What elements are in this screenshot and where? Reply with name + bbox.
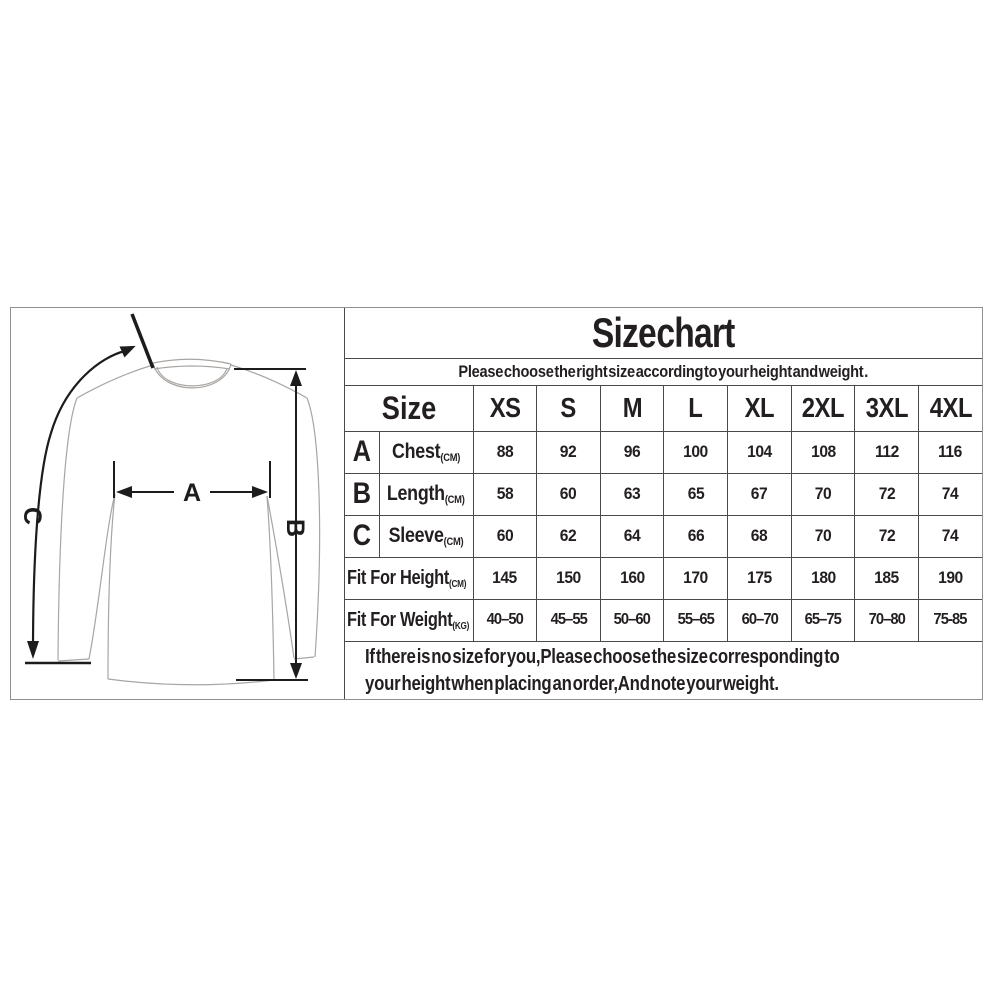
value-cell: 96 bbox=[600, 431, 664, 473]
row-label: Sleeve bbox=[388, 524, 444, 547]
size-chart-subtitle: Please choose the right size according to your height and weight . bbox=[458, 362, 869, 381]
size-chart-table bbox=[345, 386, 982, 641]
value-cell: 145 bbox=[473, 557, 537, 599]
value-cell: 65–75 bbox=[791, 599, 855, 641]
fit-weight-label-cell bbox=[345, 599, 473, 641]
row-letter: C bbox=[352, 519, 371, 552]
shirt-diagram-panel bbox=[11, 308, 345, 699]
shirt-outline bbox=[58, 359, 320, 685]
row-unit: (KG) bbox=[452, 620, 470, 632]
collar-pointer-line bbox=[132, 314, 153, 368]
row-label-cell bbox=[379, 515, 473, 557]
value-cell: 60 bbox=[537, 473, 601, 515]
value-cell: 60 bbox=[473, 515, 537, 557]
shirt-diagram bbox=[11, 308, 344, 699]
row-label-cell bbox=[379, 431, 473, 473]
value-cell: 180 bbox=[791, 557, 855, 599]
value-cell: 65 bbox=[664, 473, 728, 515]
value-cell: 66 bbox=[664, 515, 728, 557]
value-cell: 45–55 bbox=[537, 599, 601, 641]
value-cell: 160 bbox=[600, 557, 664, 599]
table-row-length bbox=[345, 473, 982, 515]
row-label: Fit For Weight bbox=[347, 608, 453, 631]
table-row-fit-weight bbox=[345, 599, 982, 641]
row-unit: (CM) bbox=[445, 494, 465, 506]
value-cell: 150 bbox=[537, 557, 601, 599]
size-chart-title-row bbox=[345, 308, 982, 359]
measure-arrow-c bbox=[25, 340, 138, 663]
value-cell: 104 bbox=[728, 431, 792, 473]
value-cell: 70 bbox=[791, 473, 855, 515]
size-header-cell bbox=[345, 386, 473, 431]
value-cell: 112 bbox=[855, 431, 919, 473]
table-row-fit-height bbox=[345, 557, 982, 599]
diagram-label-b: B bbox=[281, 518, 309, 538]
value-cell: 70 bbox=[791, 515, 855, 557]
row-letter: B bbox=[352, 477, 371, 510]
value-cell: 175 bbox=[728, 557, 792, 599]
col-header-s: S bbox=[537, 386, 601, 431]
col-header-2xl: 2XL bbox=[791, 386, 855, 431]
table-header-row bbox=[345, 386, 982, 431]
fit-height-label-cell bbox=[345, 557, 473, 599]
row-letter-cell bbox=[345, 473, 379, 515]
row-label: Chest bbox=[391, 440, 441, 463]
value-cell: 92 bbox=[537, 431, 601, 473]
value-cell: 62 bbox=[537, 515, 601, 557]
value-cell: 170 bbox=[664, 557, 728, 599]
value-cell: 50–60 bbox=[600, 599, 664, 641]
value-cell: 55–65 bbox=[664, 599, 728, 641]
size-chart-panel bbox=[10, 307, 983, 700]
size-chart-subtitle-row bbox=[345, 359, 982, 386]
row-unit: (CM) bbox=[449, 578, 467, 590]
value-cell: 116 bbox=[918, 431, 982, 473]
size-chart-title: Size chart bbox=[592, 309, 735, 356]
size-chart-content bbox=[345, 308, 982, 699]
footer-note-line-2: your height when placing an order,And note your weight. bbox=[365, 672, 779, 695]
value-cell: 75-85 bbox=[918, 599, 982, 641]
col-header-3xl: 3XL bbox=[855, 386, 919, 431]
value-cell: 108 bbox=[791, 431, 855, 473]
row-letter-cell bbox=[345, 515, 379, 557]
row-label: Fit For Height bbox=[347, 566, 450, 589]
value-cell: 74 bbox=[918, 473, 982, 515]
col-header-m: M bbox=[600, 386, 664, 431]
row-letter-cell bbox=[345, 431, 379, 473]
footer-note-line-1: If there is no size for you,Please choose the size corresponding to bbox=[365, 646, 840, 669]
value-cell: 63 bbox=[600, 473, 664, 515]
value-cell: 67 bbox=[728, 473, 792, 515]
value-cell: 68 bbox=[728, 515, 792, 557]
value-cell: 70–80 bbox=[855, 599, 919, 641]
row-label-cell bbox=[379, 473, 473, 515]
row-unit: (CM) bbox=[440, 452, 461, 464]
value-cell: 72 bbox=[855, 515, 919, 557]
value-cell: 64 bbox=[600, 515, 664, 557]
row-label: Length bbox=[387, 482, 446, 505]
row-unit: (CM) bbox=[443, 536, 464, 548]
value-cell: 40–50 bbox=[473, 599, 537, 641]
value-cell: 60–70 bbox=[728, 599, 792, 641]
value-cell: 190 bbox=[918, 557, 982, 599]
col-header-l: L bbox=[664, 386, 728, 431]
value-cell: 74 bbox=[918, 515, 982, 557]
value-cell: 100 bbox=[664, 431, 728, 473]
table-row-chest bbox=[345, 431, 982, 473]
col-header-xs: XS bbox=[473, 386, 537, 431]
row-letter: A bbox=[352, 435, 371, 468]
value-cell: 72 bbox=[855, 473, 919, 515]
size-header-label: Size bbox=[381, 389, 436, 426]
diagram-label-c: C bbox=[18, 506, 46, 526]
col-header-xl: XL bbox=[728, 386, 792, 431]
table-row-sleeve bbox=[345, 515, 982, 557]
value-cell: 185 bbox=[855, 557, 919, 599]
col-header-4xl: 4XL bbox=[918, 386, 982, 431]
footer-note bbox=[345, 641, 982, 699]
value-cell: 58 bbox=[473, 473, 537, 515]
value-cell: 88 bbox=[473, 431, 537, 473]
diagram-label-a: A bbox=[182, 479, 202, 507]
